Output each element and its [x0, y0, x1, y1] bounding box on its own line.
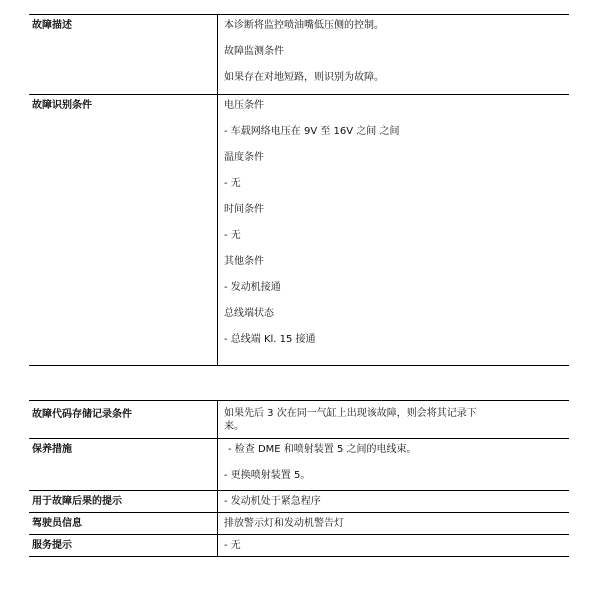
- value-line: - 更换喷射装置 5。: [224, 470, 311, 481]
- value-line: 本诊断将监控喷油嘴低压侧的控制。: [224, 20, 384, 31]
- value-line: 总线端状态: [224, 308, 274, 319]
- row-value: [218, 535, 569, 556]
- value-line: - 总线端 Kl. 15 接通: [224, 334, 316, 345]
- row-label: 用于故障后果的提示: [29, 491, 218, 512]
- row-label: 故障代码存储记录条件: [29, 401, 218, 438]
- value-line: - 车载网络电压在 9V 至 16V 之间 之间: [224, 126, 400, 137]
- fault-table-top: [29, 14, 569, 366]
- row-fault-description: [29, 14, 569, 94]
- value-line: 如果先后 3 次在同一气缸上出现该故障，则会将其记录下: [224, 408, 477, 419]
- value-line: - 无: [224, 230, 241, 241]
- fault-table-bottom: [29, 400, 569, 557]
- row-label: 故障描述: [29, 15, 218, 94]
- value-line: - 发动机接通: [224, 282, 281, 293]
- value-line: - 无: [224, 178, 241, 189]
- row-value: [218, 95, 569, 365]
- row-service-hint: [29, 534, 569, 557]
- row-storage-conditions: [29, 400, 569, 438]
- value-line: 故障监测条件: [224, 46, 284, 57]
- value-line: 来。: [224, 421, 244, 432]
- row-value: [218, 15, 569, 94]
- row-value: [218, 491, 569, 512]
- row-fault-detection-conditions: [29, 94, 569, 366]
- row-value: [218, 401, 569, 438]
- value-line: 温度条件: [224, 152, 264, 163]
- value-line: - 无: [224, 540, 241, 551]
- row-value: [218, 439, 569, 490]
- row-label: 保养措施: [29, 439, 218, 490]
- row-fault-consequence-hint: [29, 490, 569, 512]
- value-line: 其他条件: [224, 256, 264, 267]
- row-value: [218, 513, 569, 534]
- row-label: 驾驶员信息: [29, 513, 218, 534]
- value-line: - 发动机处于紧急程序: [224, 496, 321, 507]
- value-line: 时间条件: [224, 204, 264, 215]
- value-line: 排放警示灯和发动机警告灯: [224, 518, 344, 529]
- row-label: 服务提示: [29, 535, 218, 556]
- row-label: 故障识别条件: [29, 95, 218, 365]
- value-line: 如果存在对地短路，则识别为故障。: [224, 72, 384, 83]
- value-line: - 检查 DME 和喷射装置 5 之间的电线束。: [228, 444, 417, 455]
- value-line: 电压条件: [224, 100, 264, 111]
- row-driver-information: [29, 512, 569, 534]
- row-maintenance-measures: [29, 438, 569, 490]
